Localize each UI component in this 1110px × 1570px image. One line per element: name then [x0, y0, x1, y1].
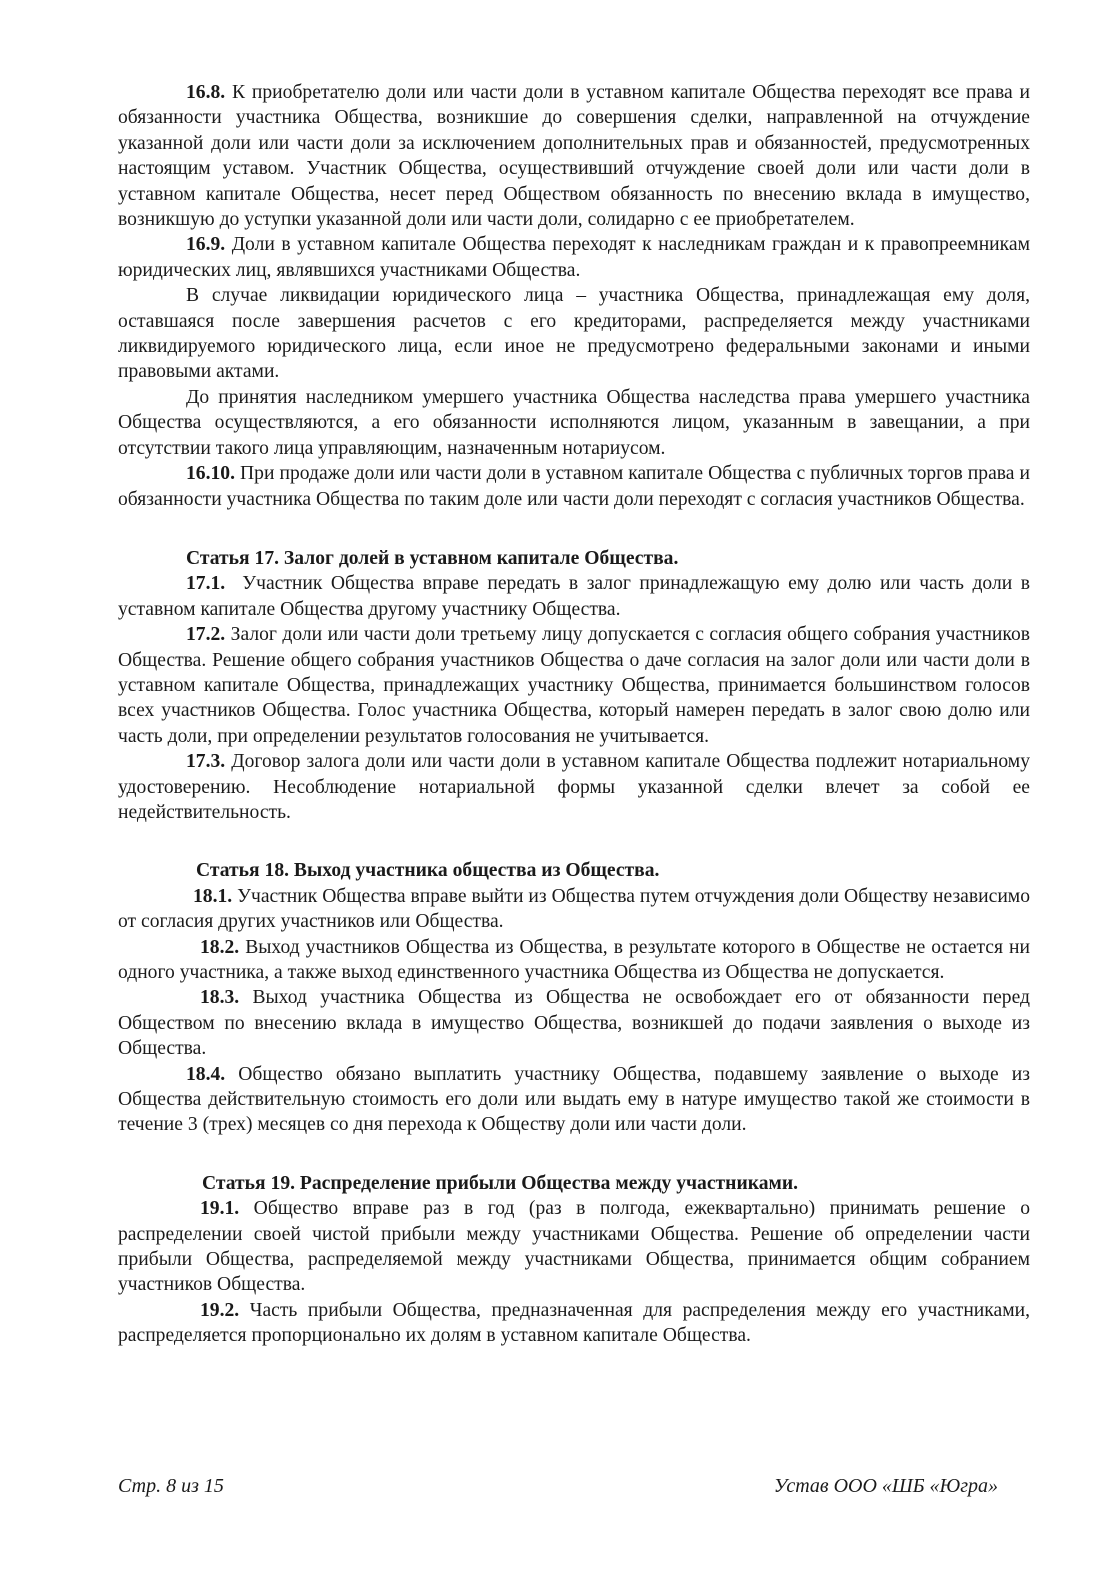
clause-text: Выход участников Общества из Общества, в результате которого в Обществе не остается ни одного участника, а также выход единственного участника Общества из Общества не допускается.: [118, 936, 1030, 983]
clause-17-3: [118, 749, 1030, 825]
clause-18-2: [118, 935, 1030, 986]
clause-18-3: [118, 985, 1030, 1061]
clause-16-10: [118, 461, 1030, 512]
article-19-heading: Статья 19. Распределение прибыли Общества между участниками.: [202, 1172, 799, 1194]
document-title: Устав ООО «ШБ «Югра»: [773, 1475, 998, 1497]
clause-number: 16.10.: [186, 463, 235, 485]
clause-17-2: [118, 622, 1030, 749]
clause-text: Доли в уставном капитале Общества переходят к наследникам граждан и к правопреемникам юридических лиц, являвшихся участниками Общества.: [118, 234, 1030, 281]
clause-number: 17.1.: [186, 573, 226, 595]
clause-number: 18.4.: [186, 1063, 226, 1085]
clause-text: Залог доли или части доли третьему лицу допускается с согласия общего собрания участников Общества. Решение общего собрания участников Общества о даче согласия на залог доли или части доли в уставном капитале Общества, принадлежащих участнику Общества, принимается большинством голосов всех участников Общества. Голос участника Общества, который намерен передать в залог свою долю или часть доли, при определении результатов голосования не учитывается.: [118, 624, 1030, 747]
clause-18-4: [118, 1062, 1030, 1138]
clause-text: Договор залога доли или части доли в уставном капитале Общества подлежит нотариальному удостоверению. Несоблюдение нотариальной формы указанной сделки влечет за собой ее недействительность.: [118, 751, 1030, 823]
clause-text: Общество вправе раз в год (раз в полгода, ежеквартально) принимать решение о распределении своей чистой прибыли между участниками Общества. Решение об определении части прибыли Общества, распределяемой между участниками Общества, принимается общим собранием участников Общества.: [118, 1198, 1030, 1296]
clause-number: 17.2.: [186, 624, 226, 646]
page-footer: [118, 1475, 998, 1498]
clause-18-1: [118, 884, 1030, 935]
clause-text: Участник Общества вправе передать в залог принадлежащую ему долю или часть доли в уставном капитале Общества другому участнику Общества.: [118, 573, 1035, 620]
clause-16-9: [118, 232, 1030, 283]
clause-number: 16.8.: [186, 82, 226, 103]
page-number: Стр. 8 из 15: [118, 1475, 224, 1497]
paragraph-liquidation: В случае ликвидации юридического лица – участника Общества, принадлежащая ему доля, оставшаяся после завершения расчетов с его кредиторами, распределяется между участниками ликвидируемого юридического лица, если иное не предусмотрено федеральными законами и иными правовыми актами.: [118, 285, 1030, 383]
clause-19-1: [118, 1196, 1030, 1298]
document-page: [118, 80, 1035, 1349]
article-18-heading: Статья 18. Выход участника общества из Общества.: [196, 860, 660, 882]
clause-19-2: [118, 1298, 1030, 1349]
clause-number: 18.2.: [200, 936, 240, 958]
clause-text: Участник Общества вправе выйти из Общества путем отчуждения доли Обществу независимо от согласия других участников или Общества.: [118, 885, 1030, 933]
clause-number: 17.3.: [186, 751, 226, 773]
article-17-heading: Статья 17. Залог долей в уставном капитале Общества.: [186, 547, 679, 569]
clause-number: 19.1.: [200, 1198, 240, 1220]
clause-number: 18.3.: [200, 987, 240, 1009]
clause-text: При продаже доли или части доли в уставном капитале Общества с публичных торгов права и обязанности участника Общества по таким доле или части доли переходят с согласия участников Общества.: [118, 463, 1030, 510]
clause-text: К приобретателю доли или части доли в уставном капитале Общества переходят все права и обязанности участника Общества, возникшие до совершения сделки, направленной на отчуждение указанной доли или части доли за исключением дополнительных прав и обязанностей, предусмотренных настоящим уставом. Участник Общества, осуществивший отчуждение своей доли или части доли в уставном капитале Общества, несет перед Обществом обязанность по внесению вклада в имущество, возникшую до уступки указанной доли или части доли, солидарно с ее приобретателем.: [118, 82, 1030, 231]
clause-number: 16.9.: [186, 234, 226, 256]
clause-16-8: [118, 80, 1030, 232]
clause-text: Общество обязано выплатить участнику Общества, подавшему заявление о выходе из Общества действительную стоимость его доли или выдать ему в натуре имущество такой же стоимости в течение 3 (трех) месяцев со дня перехода к Обществу доли или части доли.: [118, 1063, 1030, 1136]
clause-text: Выход участника Общества из Общества не освобождает его от обязанности перед Обществом по внесению вклада в имущество Общества, возникшей до подачи заявления о выходе из Общества.: [118, 987, 1030, 1060]
clause-number: 19.2.: [200, 1299, 240, 1321]
clause-17-1: [118, 571, 1035, 622]
clause-text: Часть прибыли Общества, предназначенная для распределения между его участниками, распределяется пропорционально их долям в уставном капитале Общества.: [118, 1299, 1030, 1347]
clause-number: 18.1.: [193, 885, 233, 907]
paragraph-inheritance: До принятия наследником умершего участника Общества наследства права умершего участника Общества осуществляются, а его обязанности исполняются лицом, указанным в завещании, а при отсутствии такого лица управляющим, назначенным нотариусом.: [118, 386, 1030, 459]
